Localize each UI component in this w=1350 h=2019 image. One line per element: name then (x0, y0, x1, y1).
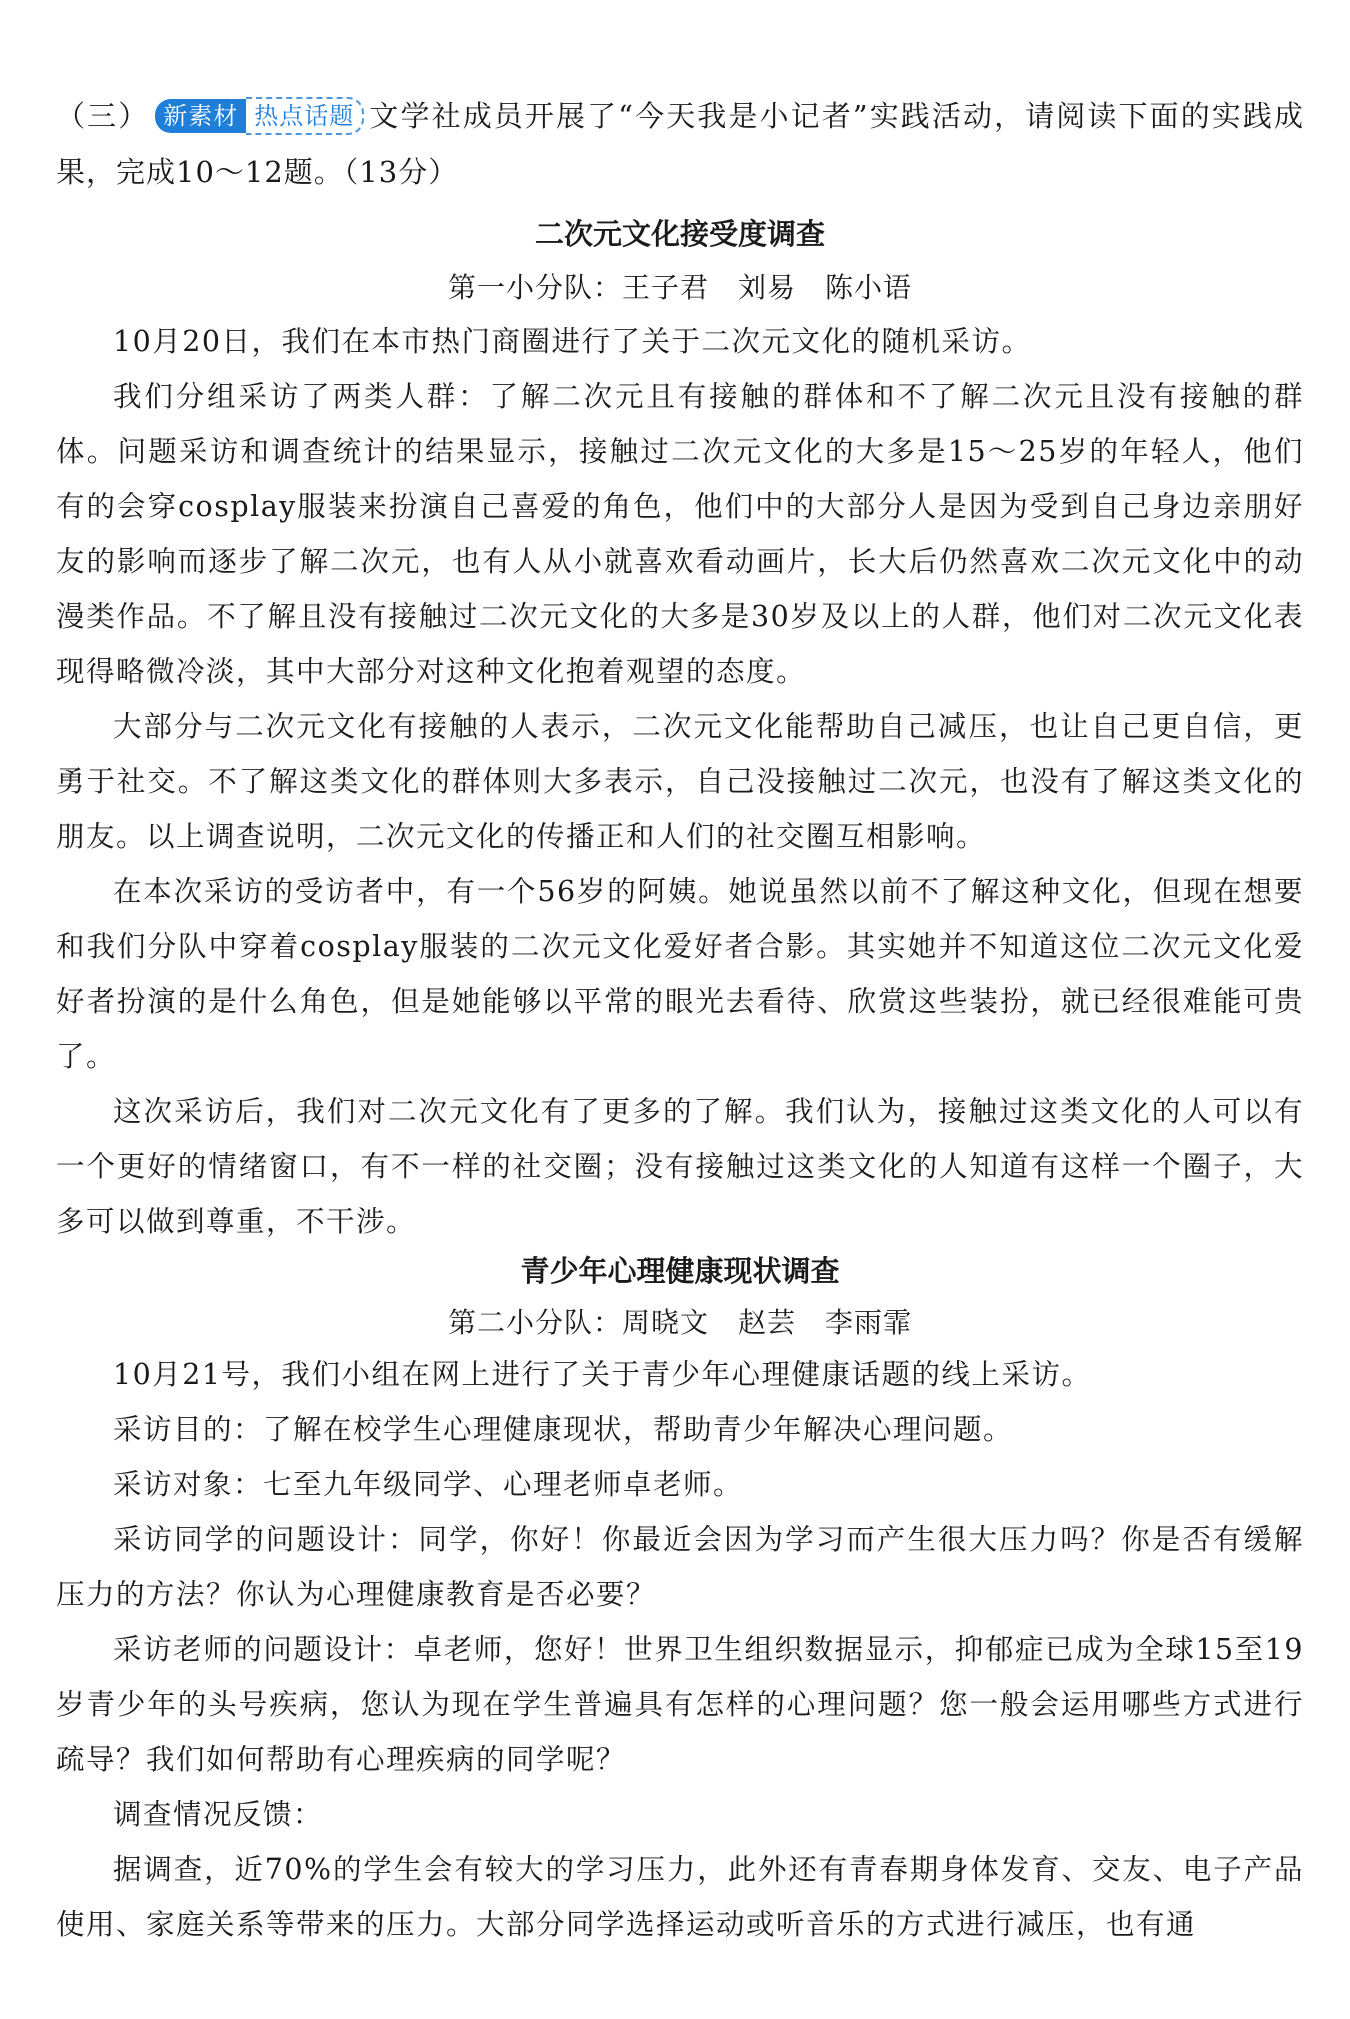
section1-paragraph: 10月20日，我们在本市热门商圈进行了关于二次元文化的随机采访。 (113, 325, 1032, 358)
section1-title: 二次元文化接受度调查 (534, 217, 825, 251)
section1-paragraph: 在本次采访的受访者中，有一个56岁的阿姨。她说虽然以前不了解这种文化，但现在想要和我们分队中穿着cosplay服装的二次元文化爱好者合影。其实她并不知道这位二次元文化爱好者扮演的是什么角色，但是她能够以平常的眼光去看待、欣赏这些装扮，就已经很难能可贵了。 (56, 875, 1304, 1073)
new-material-badge: 新素材 (155, 99, 246, 133)
section2-title: 青少年心理健康现状调查 (520, 1254, 840, 1288)
question-instruction: 文学社成员开展了“今天我是小记者”实践活动，请阅读下面的实践成果，完成10～12题。（13分） (56, 99, 1304, 189)
section2-paragraph: 采访老师的问题设计：卓老师，您好！世界卫生组织数据显示，抑郁症已成为全球15至19岁青少年的头号疾病，您认为现在学生普遍具有怎样的心理问题？您一般会运用哪些方式进行疏导？我们如何帮助有心理疾病的同学呢？ (56, 1633, 1304, 1776)
section1-paragraph: 大部分与二次元文化有接触的人表示，二次元文化能帮助自己减压，也让自己更自信，更勇于社交。不了解这类文化的群体则大多表示，自己没接触过二次元，也没有了解这类文化的朋友。以上调查说明，二次元文化的传播正和人们的社交圈互相影响。 (56, 710, 1304, 853)
section2-paragraph: 调查情况反馈： (113, 1798, 324, 1831)
hot-topic-badge: 热点话题 (246, 97, 364, 135)
section1-team: 第一小分队：王子君 刘易 陈小语 (447, 271, 912, 304)
section2-paragraph: 10月21号，我们小组在网上进行了关于青少年心理健康话题的线上采访。 (113, 1358, 1092, 1391)
section2-paragraph: 采访对象：七至九年级同学、心理老师卓老师。 (113, 1468, 744, 1501)
section2-paragraph: 采访目的：了解在校学生心理健康现状，帮助青少年解决心理问题。 (113, 1413, 1014, 1446)
question-intro (56, 88, 1304, 200)
section1-paragraph: 这次采访后，我们对二次元文化有了更多的了解。我们认为，接触过这类文化的人可以有一个更好的情绪窗口，有不一样的社交圈；没有接触过这类文化的人知道有这样一个圈子，大多可以做到尊重，不干涉。 (56, 1095, 1304, 1238)
question-number: （三） (56, 99, 150, 133)
section2-paragraph: 据调查，近70%的学生会有较大的学习压力，此外还有青春期身体发育、交友、电子产品使用、家庭关系等带来的压力。大部分同学选择运动或听音乐的方式进行减压，也有通 (56, 1853, 1304, 1941)
section2-team: 第二小分队：周晓文 赵芸 李雨霏 (447, 1306, 912, 1339)
section2-paragraph: 采访同学的问题设计：同学，你好！你最近会因为学习而产生很大压力吗？你是否有缓解压力的方法？你认为心理健康教育是否必要？ (56, 1523, 1304, 1611)
section1-paragraph: 我们分组采访了两类人群：了解二次元且有接触的群体和不了解二次元且没有接触的群体。问题采访和调查统计的结果显示，接触过二次元文化的大多是15～25岁的年轻人，他们有的会穿cosplay服装来扮演自己喜爱的角色，他们中的大部分人是因为受到自己身边亲朋好友的影响而逐步了解二次元，也有人从小就喜欢看动画片，长大后仍然喜欢二次元文化中的动漫类作品。不了解且没有接触过二次元文化的大多是30岁及以上的人群，他们对二次元文化表现得略微冷淡，其中大部分对这种文化抱着观望的态度。 (56, 380, 1304, 688)
